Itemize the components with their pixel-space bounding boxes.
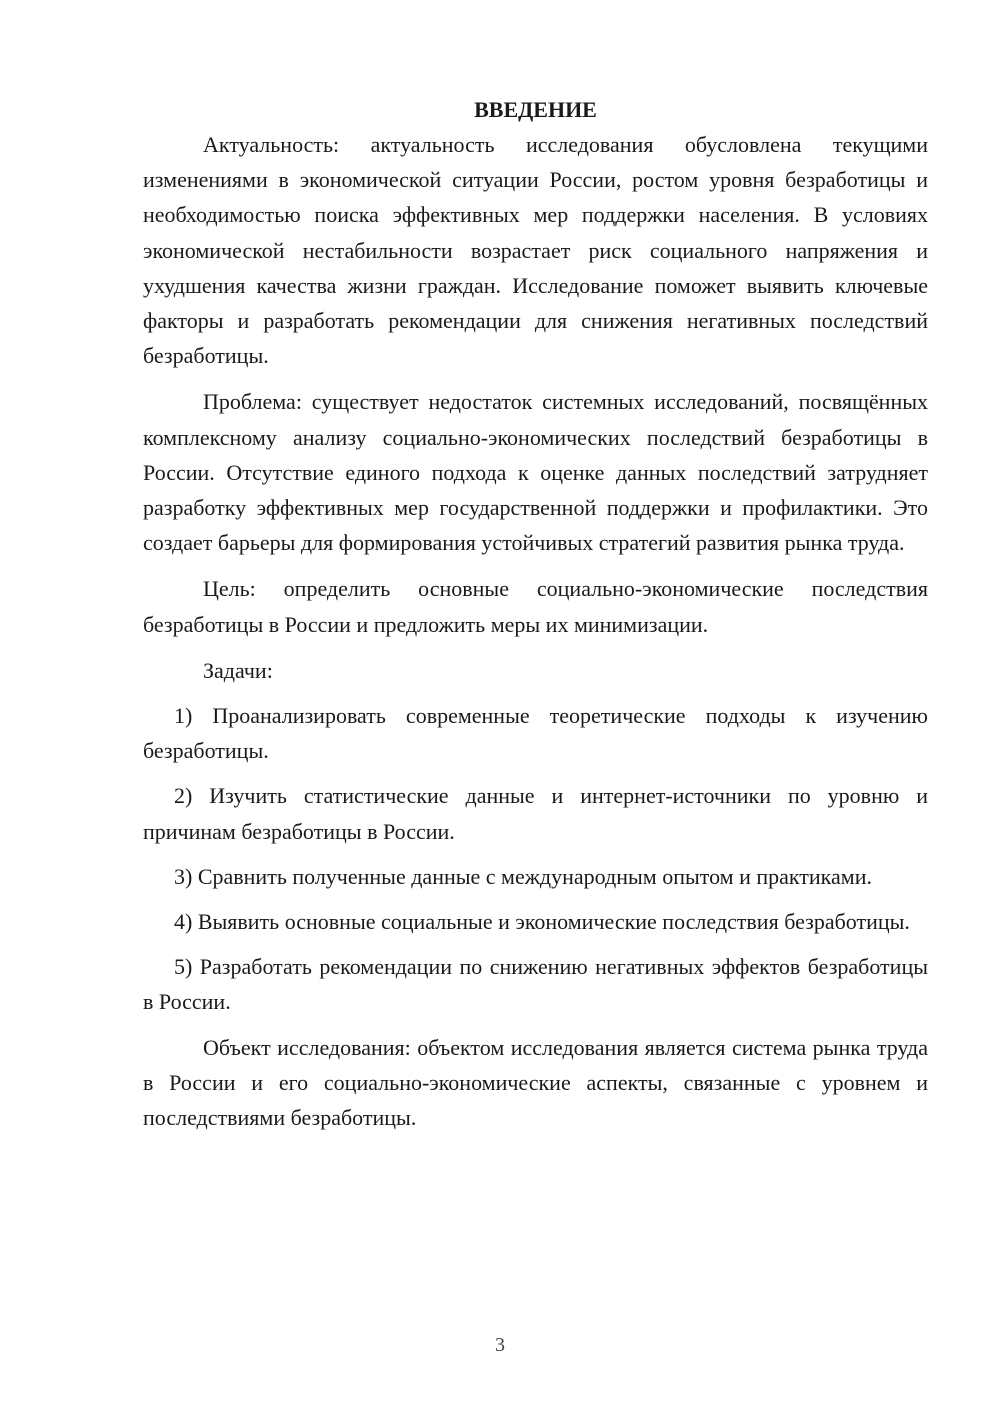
paragraph-object: Объект исследования: объектом исследования является система рынка труда в России и его социально-экономические аспекты, связанные с уровнем и последствиями безработицы. <box>143 1034 928 1131</box>
page-number: 3 <box>495 1334 505 1356</box>
task-item-5: 5) Разработать рекомендации по снижению негативных эффектов безработицы в России. <box>143 954 928 1015</box>
task-item-3: 3) Сравнить полученные данные с международным опытом и практиками. <box>174 863 872 889</box>
paragraph-relevance: Актуальность: актуальность исследования обусловлена текущими изменениями в экономической ситуации России, ростом уровня безработицы и необходимостью поиска эффективных мер поддержки населения. В условиях экономической нестабильности возрастает риск социального напряжения и ухудшения качества жизни граждан. Исследование поможет выявить ключевые факторы и разработать рекомендации для снижения негативных последствий безработицы. <box>143 132 928 369</box>
section-title: ВВЕДЕНИЕ <box>474 97 597 122</box>
task-item-2: 2) Изучить статистические данные и интернет-источники по уровню и причинам безработицы в России. <box>143 783 928 844</box>
task-item-1: 1) Проанализировать современные теоретические подходы к изучению безработицы. <box>143 703 928 764</box>
task-item-4: 4) Выявить основные социальные и экономические последствия безработицы. <box>174 909 910 935</box>
document-page <box>143 92 928 1146</box>
paragraph-problem: Проблема: существует недостаток системных исследований, посвящённых комплексному анализу социально-экономических последствий безработицы в России. Отсутствие единого подхода к оценке данных последствий затрудняет разработку эффективных мер государственной поддержки и профилактики. Это создает барьеры для формирования устойчивых стратегий развития рынка труда. <box>143 389 928 556</box>
tasks-list <box>143 698 928 1020</box>
paragraph-goal: Цель: определить основные социально-экономические последствия безработицы в России и предложить меры их минимизации. <box>143 576 928 637</box>
tasks-label: Задачи: <box>203 657 273 683</box>
